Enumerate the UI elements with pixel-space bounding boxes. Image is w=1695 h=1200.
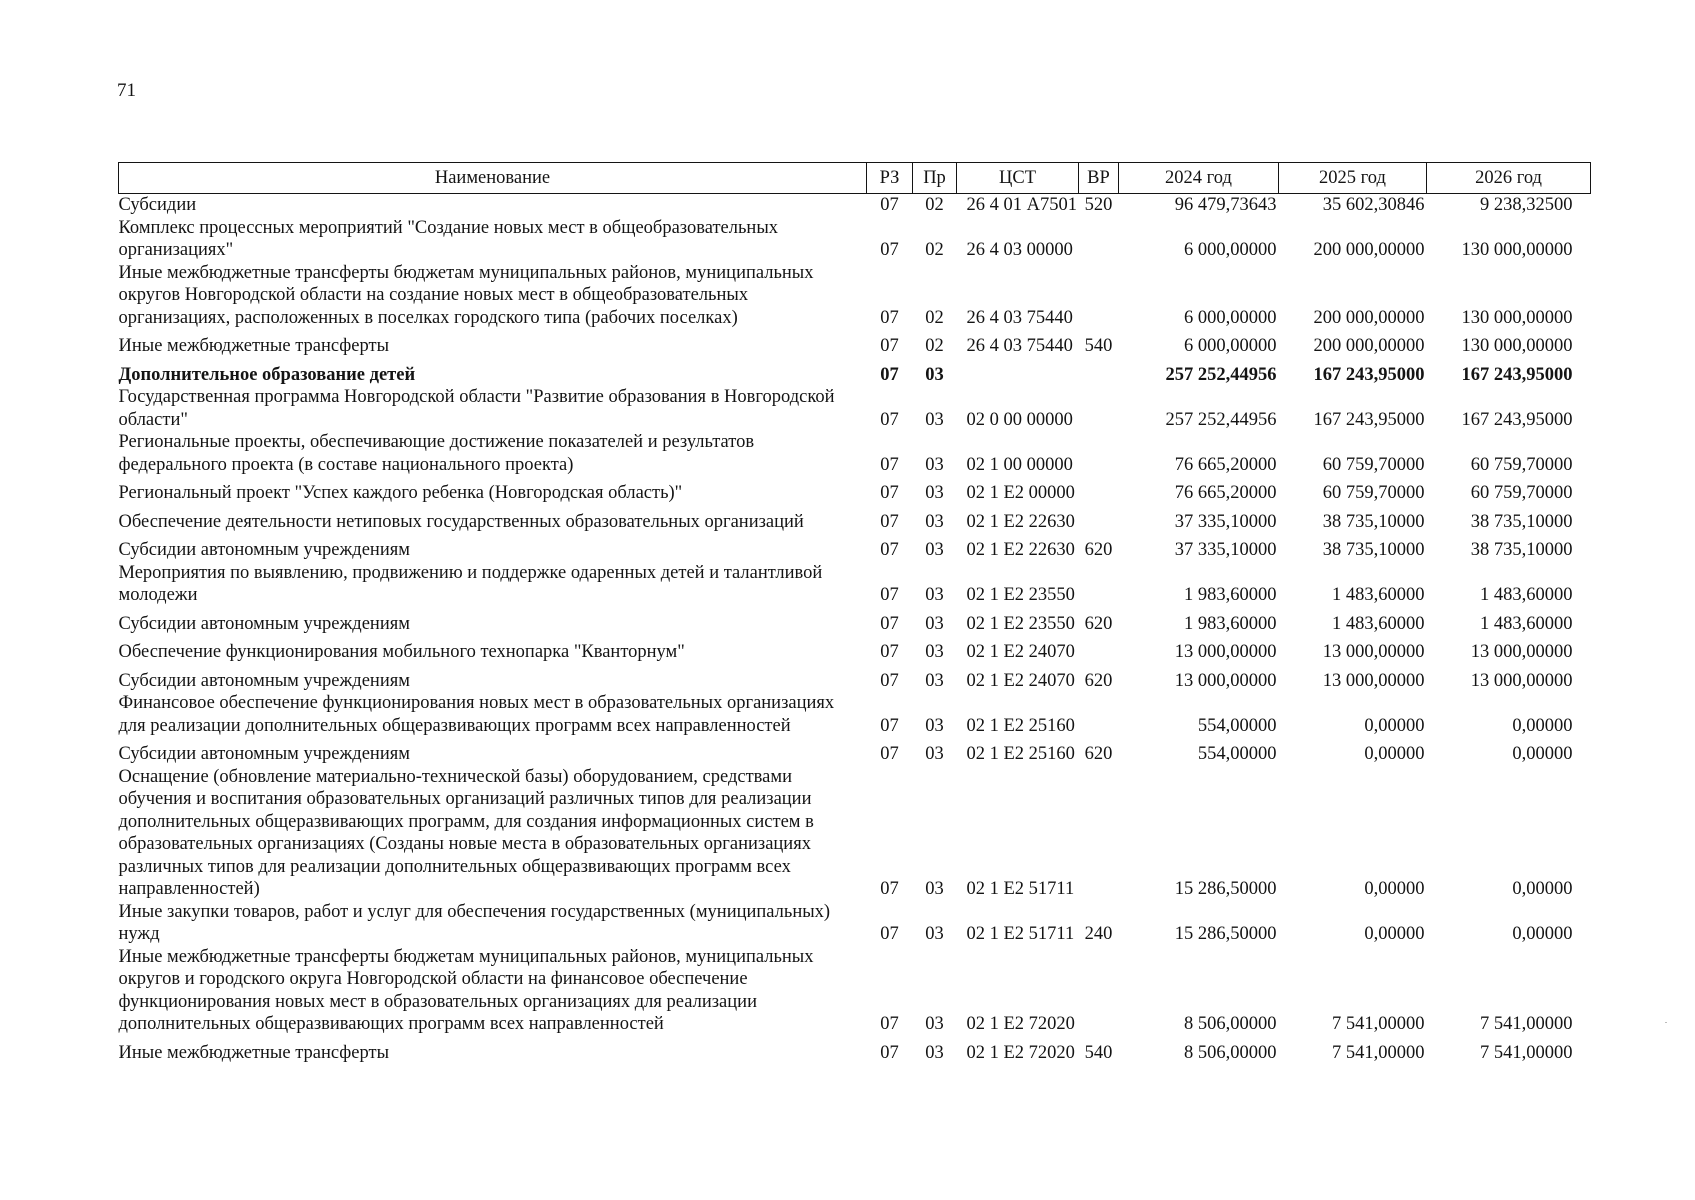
cell-y2025: 200 000,00000: [1313, 307, 1425, 328]
table-row: [119, 562, 1591, 607]
cell-cst: 02 1 Е2 25160: [966, 715, 1075, 736]
cell-name: Субсидии автономным учреждениям: [118, 540, 410, 560]
cell-vr: [1079, 562, 1119, 607]
cell-rz: 07: [880, 195, 899, 215]
cell-y2024: 6 000,00000: [1184, 307, 1277, 328]
cell-y2026: 1 483,60000: [1480, 613, 1573, 634]
cell-pr: 02: [925, 307, 944, 328]
cell-name: Обеспечение функционирования мобильного технопарка "Кванторнум": [118, 642, 685, 662]
cell-name: Субсидии: [118, 195, 197, 215]
cell-rz: 07: [880, 364, 899, 385]
cell-rz: 07: [880, 1042, 899, 1063]
cell-pr: 03: [925, 642, 944, 662]
cell-y2024: 1 983,60000: [1184, 585, 1277, 605]
table-row: [119, 431, 1591, 476]
cell-y2024: 15 286,50000: [1174, 879, 1277, 899]
cell-y2025: 167 243,95000: [1313, 409, 1425, 430]
cell-vr: [1079, 505, 1119, 534]
cell-cst: 02 1 Е2 25160: [966, 744, 1075, 764]
cell-name: Обеспечение деятельности нетиповых государственных образовательных организаций: [118, 511, 804, 532]
cell-y2026: 60 759,70000: [1470, 454, 1573, 475]
cell-y2025: 0,00000: [1364, 924, 1425, 944]
cell-y2024: 1 983,60000: [1184, 613, 1277, 634]
cell-rz: 07: [880, 454, 899, 475]
cell-y2025: 0,00000: [1364, 715, 1425, 736]
cell-name: Мероприятия по выявлению, продвижению и поддержке одаренных детей и талантливой молодежи: [118, 562, 823, 605]
cell-cst: 02 1 Е2 24070: [966, 670, 1075, 691]
cell-name: Иные межбюджетные трансферты бюджетам муниципальных районов, муниципальных округов и городского округа Новгородской области на финансовое обеспечение функционирования новых мест в образовательных организациях для реализации дополнительных общеразвивающих программ всех направленностей: [118, 946, 814, 1034]
cell-cst: 02 1 Е2 23550: [966, 585, 1075, 605]
header-2025: 2025 год: [1279, 163, 1427, 194]
cell-pr: 03: [925, 540, 944, 560]
cell-cst: 02 1 Е2 22630: [966, 511, 1075, 532]
cell-pr: 02: [925, 240, 944, 260]
cell-y2026: 7 541,00000: [1480, 1042, 1573, 1063]
cell-y2024: 8 506,00000: [1184, 1014, 1277, 1034]
cell-rz: 07: [880, 924, 899, 944]
scan-artifact: [1665, 1022, 1667, 1023]
cell-name: Государственная программа Новгородской области "Развитие образования в Новгородской области": [118, 387, 835, 430]
cell-y2025: 1 483,60000: [1332, 585, 1425, 605]
cell-y2025: 0,00000: [1364, 744, 1425, 764]
cell-vr: 540: [1084, 336, 1113, 356]
cell-name: Комплекс процессных мероприятий "Создание новых мест в общеобразовательных организациях": [118, 217, 779, 260]
cell-y2024: 76 665,20000: [1174, 454, 1277, 475]
cell-y2026: 0,00000: [1512, 879, 1573, 899]
cell-y2024: 13 000,00000: [1174, 642, 1277, 662]
cell-spacer: [1575, 533, 1591, 562]
cell-rz: 07: [880, 240, 899, 260]
table-row: [119, 262, 1591, 330]
cell-y2024: 6 000,00000: [1184, 336, 1277, 356]
cell-y2025: 35 602,30846: [1322, 195, 1425, 215]
cell-name: Региональные проекты, обеспечивающие достижение показателей и результатов федерального проекта (в составе национального проекта): [118, 432, 755, 475]
cell-y2026: 1 483,60000: [1480, 585, 1573, 605]
cell-y2024: 6 000,00000: [1184, 240, 1277, 260]
cell-pr: 03: [925, 511, 944, 532]
cell-cst: [957, 358, 1079, 387]
cell-spacer: [1575, 766, 1591, 901]
cell-y2026: 130 000,00000: [1461, 240, 1573, 260]
cell-y2025: 7 541,00000: [1332, 1014, 1425, 1034]
cell-name: Иные межбюджетные трансферты бюджетам муниципальных районов, муниципальных округов Новгородской области на создание новых мест в общеобразовательных организациях, расположенных в поселках городского типа (рабочих поселках): [118, 262, 814, 328]
cell-y2026: 7 541,00000: [1480, 1014, 1573, 1034]
cell-rz: 07: [880, 642, 899, 662]
cell-vr: 620: [1084, 670, 1113, 691]
cell-name: Субсидии автономным учреждениям: [118, 744, 410, 764]
cell-vr: [1079, 476, 1119, 505]
table-row: [119, 358, 1591, 387]
table-row: [119, 901, 1591, 946]
cell-name: Иные межбюджетные трансферты: [118, 336, 390, 356]
cell-rz: 07: [880, 879, 899, 899]
cell-cst: 02 1 00 00000: [966, 454, 1073, 475]
cell-y2024: 76 665,20000: [1174, 483, 1277, 503]
cell-pr: 03: [925, 744, 944, 764]
cell-cst: 26 4 03 00000: [966, 240, 1073, 260]
header-vr: ВР: [1079, 163, 1119, 194]
cell-cst: 02 1 Е2 51711: [966, 879, 1075, 899]
table-body: [119, 194, 1591, 1065]
cell-rz: 07: [880, 336, 899, 356]
cell-spacer: [1575, 664, 1591, 693]
cell-y2026: 38 735,10000: [1470, 511, 1573, 532]
cell-pr: 03: [925, 1014, 944, 1034]
cell-y2024: 13 000,00000: [1174, 670, 1277, 691]
cell-spacer: [1575, 386, 1591, 431]
header-2026: 2026 год: [1427, 163, 1591, 194]
cell-rz: 07: [880, 540, 899, 560]
cell-name: Иные межбюджетные трансферты: [118, 1042, 390, 1063]
cell-rz: 07: [880, 409, 899, 430]
cell-pr: 03: [925, 454, 944, 475]
cell-y2026: 0,00000: [1512, 924, 1573, 944]
cell-vr: [1079, 766, 1119, 901]
cell-pr: 03: [925, 409, 944, 430]
cell-y2025: 13 000,00000: [1322, 642, 1425, 662]
table-row: [119, 635, 1591, 664]
table-row: [119, 505, 1591, 534]
cell-pr: 02: [925, 336, 944, 356]
cell-pr: 03: [925, 613, 944, 634]
cell-pr: 03: [925, 924, 944, 944]
cell-name: Оснащение (обновление материально-технической базы) оборудованием, средствами обучения и воспитания образовательных организаций различных типов для реализации дополнительных общеразвивающих программ, для создания информационных систем в образовательных организациях (Созданы новые места в образовательных организациях различных типов для реализации дополнительных общеразвивающих программ всех направленностей): [118, 766, 814, 899]
cell-vr: [1079, 262, 1119, 330]
cell-spacer: [1575, 607, 1591, 636]
cell-rz: 07: [880, 511, 899, 532]
cell-vr: 520: [1084, 195, 1113, 215]
cell-pr: 03: [925, 879, 944, 899]
cell-y2025: 1 483,60000: [1332, 613, 1425, 634]
table-row: [119, 664, 1591, 693]
cell-y2026: 130 000,00000: [1461, 336, 1573, 356]
header-cst: ЦСТ: [957, 163, 1079, 194]
cell-vr: [1079, 431, 1119, 476]
cell-spacer: [1575, 476, 1591, 505]
cell-pr: 03: [925, 670, 944, 691]
cell-vr: [1079, 358, 1119, 387]
cell-y2026: 60 759,70000: [1470, 483, 1573, 503]
cell-y2025: 0,00000: [1364, 879, 1425, 899]
cell-y2026: 13 000,00000: [1470, 642, 1573, 662]
cell-spacer: [1575, 194, 1591, 217]
table-row: [119, 1036, 1591, 1065]
cell-vr: 540: [1084, 1042, 1113, 1063]
cell-y2026: 38 735,10000: [1470, 540, 1573, 560]
cell-y2025: 7 541,00000: [1332, 1042, 1425, 1063]
cell-vr: 620: [1084, 540, 1113, 560]
cell-spacer: [1575, 946, 1591, 1036]
cell-vr: 620: [1084, 613, 1113, 634]
cell-spacer: [1575, 262, 1591, 330]
cell-y2025: 13 000,00000: [1322, 670, 1425, 691]
cell-cst: 02 1 Е2 51711: [966, 924, 1075, 944]
cell-spacer: [1575, 431, 1591, 476]
cell-y2024: 96 479,73643: [1174, 195, 1277, 215]
cell-spacer: [1575, 358, 1591, 387]
table-row: [119, 194, 1591, 217]
cell-cst: 02 1 Е2 00000: [966, 483, 1075, 503]
cell-y2026: 167 243,95000: [1461, 409, 1573, 430]
cell-pr: 03: [925, 364, 944, 385]
table-row: [119, 737, 1591, 766]
cell-cst: 02 1 Е2 72020: [966, 1014, 1075, 1034]
cell-vr: 240: [1084, 924, 1113, 944]
cell-y2024: 257 252,44956: [1165, 364, 1277, 385]
cell-rz: 07: [880, 483, 899, 503]
header-rz: РЗ: [867, 163, 913, 194]
cell-vr: [1079, 692, 1119, 737]
cell-name: Финансовое обеспечение функционирования новых мест в образовательных организациях для реализации дополнительных общеразвивающих программ всех направленностей: [118, 693, 835, 736]
cell-y2025: 60 759,70000: [1322, 454, 1425, 475]
cell-y2025: 167 243,95000: [1313, 364, 1425, 385]
cell-vr: [1079, 635, 1119, 664]
cell-name: Региональный проект "Успех каждого ребенка (Новгородская область)": [118, 483, 683, 503]
cell-rz: 07: [880, 307, 899, 328]
header-pr: Пр: [913, 163, 957, 194]
table-row: [119, 946, 1591, 1036]
table-row: [119, 476, 1591, 505]
cell-y2025: 38 735,10000: [1322, 511, 1425, 532]
cell-cst: 02 1 Е2 24070: [966, 642, 1075, 662]
cell-y2025: 200 000,00000: [1313, 240, 1425, 260]
cell-spacer: [1575, 217, 1591, 262]
cell-vr: [1079, 946, 1119, 1036]
cell-pr: 02: [925, 195, 944, 215]
cell-rz: 07: [880, 1014, 899, 1034]
cell-cst: 02 1 Е2 72020: [966, 1042, 1075, 1063]
cell-spacer: [1575, 562, 1591, 607]
cell-y2025: 200 000,00000: [1313, 336, 1425, 356]
cell-rz: 07: [880, 744, 899, 764]
table-header: [119, 163, 1591, 194]
cell-cst: 26 4 03 75440: [966, 307, 1073, 328]
cell-y2025: 38 735,10000: [1322, 540, 1425, 560]
cell-spacer: [1575, 329, 1591, 358]
cell-y2024: 37 335,10000: [1174, 540, 1277, 560]
cell-vr: 620: [1084, 744, 1113, 764]
cell-spacer: [1575, 505, 1591, 534]
cell-pr: 03: [925, 1042, 944, 1063]
header-2024: 2024 год: [1119, 163, 1279, 194]
cell-spacer: [1575, 737, 1591, 766]
cell-y2024: 257 252,44956: [1165, 409, 1277, 430]
cell-vr: [1079, 386, 1119, 431]
cell-name: Дополнительное образование детей: [118, 364, 416, 385]
cell-pr: 03: [925, 715, 944, 736]
cell-spacer: [1575, 1036, 1591, 1065]
table-row: [119, 692, 1591, 737]
cell-y2025: 60 759,70000: [1322, 483, 1425, 503]
cell-y2026: 0,00000: [1512, 715, 1573, 736]
cell-rz: 07: [880, 715, 899, 736]
cell-rz: 07: [880, 613, 899, 634]
table-row: [119, 766, 1591, 901]
table-row: [119, 329, 1591, 358]
budget-table: [118, 162, 1591, 1064]
cell-rz: 07: [880, 585, 899, 605]
cell-name: Иные закупки товаров, работ и услуг для обеспечения государственных (муниципальных) нужд: [118, 901, 831, 944]
cell-cst: 26 4 03 75440: [966, 336, 1073, 356]
cell-y2024: 554,00000: [1197, 715, 1277, 736]
cell-cst: 02 1 Е2 22630: [966, 540, 1075, 560]
cell-rz: 07: [880, 670, 899, 691]
cell-y2026: 9 238,32500: [1480, 195, 1573, 215]
cell-cst: 26 4 01 А7501: [966, 195, 1077, 215]
cell-y2024: 8 506,00000: [1184, 1042, 1277, 1063]
page-number: 71: [117, 80, 136, 101]
table-row: [119, 533, 1591, 562]
table-row: [119, 217, 1591, 262]
cell-y2026: 167 243,95000: [1461, 364, 1573, 385]
cell-y2024: 554,00000: [1197, 744, 1277, 764]
cell-name: Субсидии автономным учреждениям: [118, 613, 410, 634]
cell-y2024: 15 286,50000: [1174, 924, 1277, 944]
cell-pr: 03: [925, 585, 944, 605]
cell-spacer: [1575, 901, 1591, 946]
cell-name: Субсидии автономным учреждениям: [118, 670, 410, 691]
table-row: [119, 386, 1591, 431]
cell-cst: 02 0 00 00000: [966, 409, 1073, 430]
cell-pr: 03: [925, 483, 944, 503]
cell-y2024: 37 335,10000: [1174, 511, 1277, 532]
header-name: Наименование: [119, 163, 867, 194]
cell-spacer: [1575, 635, 1591, 664]
cell-vr: [1079, 217, 1119, 262]
cell-y2026: 0,00000: [1512, 744, 1573, 764]
table-row: [119, 607, 1591, 636]
cell-spacer: [1575, 692, 1591, 737]
cell-cst: 02 1 Е2 23550: [966, 613, 1075, 634]
cell-y2026: 130 000,00000: [1461, 307, 1573, 328]
cell-y2026: 13 000,00000: [1470, 670, 1573, 691]
